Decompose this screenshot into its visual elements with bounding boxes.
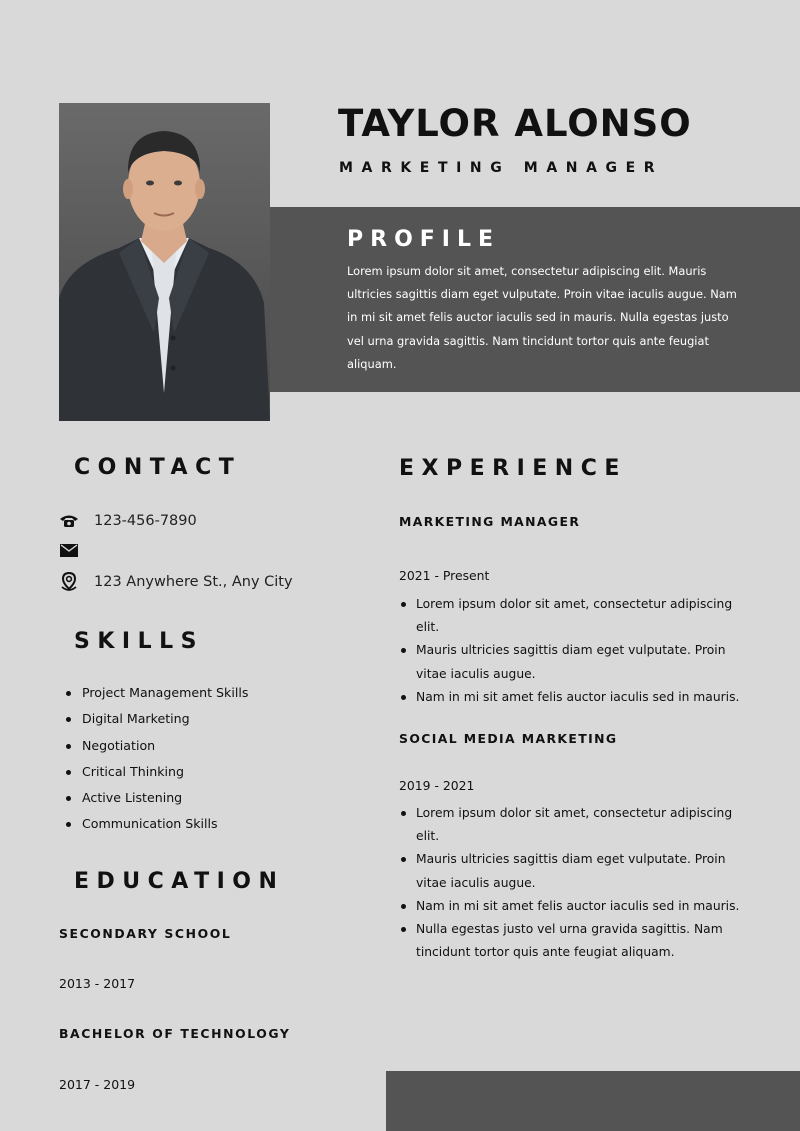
bottom-band xyxy=(386,1071,800,1131)
job-bullet: Mauris ultricies sagittis diam eget vulputate. Proin vitae iaculis augue. xyxy=(399,848,749,894)
job-bullet: Nulla egestas justo vel urna gravida sagittis. Nam tincidunt tortor quis ante feugiat aliquam. xyxy=(399,918,749,964)
job-dates: 2019 - 2021 xyxy=(399,778,475,793)
job-title: MARKETING MANAGER xyxy=(399,514,581,529)
job-bullet: Lorem ipsum dolor sit amet, consectetur adipiscing elit. xyxy=(399,802,749,848)
education-school: BACHELOR OF TECHNOLOGY xyxy=(59,1026,291,1041)
education-years: 2017 - 2019 xyxy=(59,1077,136,1092)
skills-title: SKILLS xyxy=(74,629,204,654)
job-dates: 2021 - Present xyxy=(399,568,490,583)
contact-phone-row xyxy=(59,510,197,532)
education-years: 2013 - 2017 xyxy=(59,976,136,991)
profile-text: Lorem ipsum dolor sit amet, consectetur adipiscing elit. Mauris ultricies sagittis diam eget vulputate. Proin vitae iaculis augue. Nam in mi sit amet felis auctor iaculis sed in mauris. Nulla egestas justo vel urna gravida sagittis. Nam tincidunt tortor quis ante feugiat aliquam. xyxy=(347,264,737,371)
location-icon xyxy=(59,572,79,592)
contact-address: 123 Anywhere St., Any City xyxy=(94,574,293,590)
skill-item: Project Management Skills xyxy=(66,683,248,709)
skill-item: Critical Thinking xyxy=(66,762,248,788)
education-school: SECONDARY SCHOOL xyxy=(59,926,232,941)
phone-icon xyxy=(59,511,79,531)
job-bullet: Lorem ipsum dolor sit amet, consectetur adipiscing elit. xyxy=(399,593,749,639)
portrait-illustration xyxy=(59,103,270,421)
skill-item: Negotiation xyxy=(66,736,248,762)
skills-list xyxy=(66,683,248,841)
contact-address-row xyxy=(59,571,293,593)
contact-email-row xyxy=(59,539,94,561)
experience-title: EXPERIENCE xyxy=(399,456,627,481)
skill-item: Digital Marketing xyxy=(66,709,248,735)
candidate-name: TAYLOR ALONSO xyxy=(338,102,692,145)
contact-phone: 123-456-7890 xyxy=(94,513,197,529)
profile-photo xyxy=(59,103,270,421)
education-title: EDUCATION xyxy=(74,869,285,894)
job-bullet: Nam in mi sit amet felis auctor iaculis sed in mauris. xyxy=(399,895,749,918)
skill-item: Communication Skills xyxy=(66,814,248,840)
job-bullets xyxy=(399,802,749,964)
mail-icon xyxy=(59,540,79,560)
profile-title: PROFILE xyxy=(347,227,501,252)
candidate-role: MARKETING MANAGER xyxy=(339,160,664,176)
job-bullet: Mauris ultricies sagittis diam eget vulputate. Proin vitae iaculis augue. xyxy=(399,639,749,685)
skill-item: Active Listening xyxy=(66,788,248,814)
job-bullet: Nam in mi sit amet felis auctor iaculis sed in mauris. xyxy=(399,686,749,709)
job-bullets xyxy=(399,593,749,709)
job-title: SOCIAL MEDIA MARKETING xyxy=(399,731,618,746)
contact-title: CONTACT xyxy=(74,455,242,480)
